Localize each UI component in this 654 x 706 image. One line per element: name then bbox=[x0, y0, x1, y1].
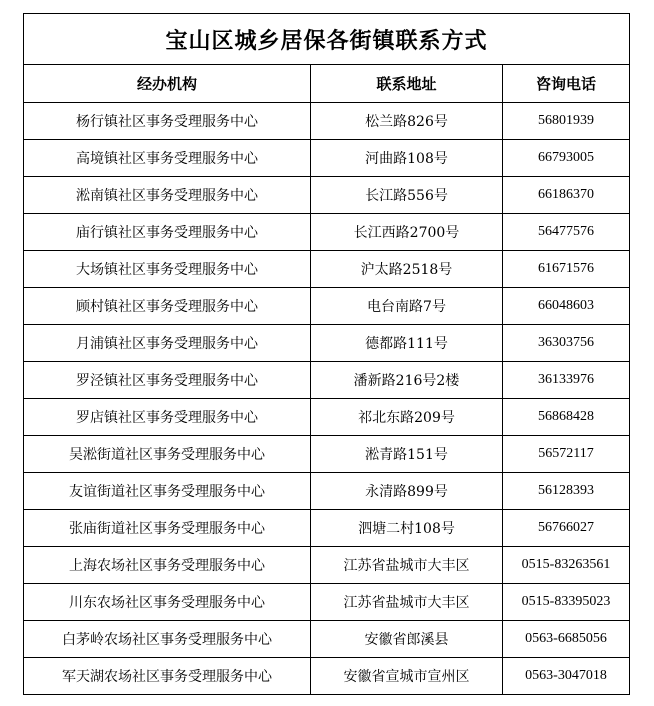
phone-cell: 61671576 bbox=[503, 251, 630, 288]
table-row bbox=[24, 584, 630, 621]
table-row bbox=[24, 140, 630, 177]
org-cell: 罗店镇社区事务受理服务中心 bbox=[24, 399, 311, 436]
org-cell: 军天湖农场社区事务受理服务中心 bbox=[24, 658, 311, 695]
org-cell: 罗泾镇社区事务受理服务中心 bbox=[24, 362, 311, 399]
phone-cell: 0515-83395023 bbox=[503, 584, 630, 621]
org-cell: 庙行镇社区事务受理服务中心 bbox=[24, 214, 311, 251]
org-cell: 友谊街道社区事务受理服务中心 bbox=[24, 473, 311, 510]
phone-cell: 56477576 bbox=[503, 214, 630, 251]
title-row bbox=[24, 14, 630, 65]
table-row bbox=[24, 547, 630, 584]
org-cell: 大场镇社区事务受理服务中心 bbox=[24, 251, 311, 288]
phone-cell: 0563-3047018 bbox=[503, 658, 630, 695]
address-cell: 河曲路108号 bbox=[311, 140, 503, 177]
address-cell: 电台南路7号 bbox=[311, 288, 503, 325]
table-row bbox=[24, 399, 630, 436]
address-cell: 安徽省郎溪县 bbox=[311, 621, 503, 658]
org-cell: 白茅岭农场社区事务受理服务中心 bbox=[24, 621, 311, 658]
address-cell: 德都路111号 bbox=[311, 325, 503, 362]
address-cell: 松兰路826号 bbox=[311, 103, 503, 140]
phone-cell: 0563-6685056 bbox=[503, 621, 630, 658]
address-cell: 安徽省宣城市宣州区 bbox=[311, 658, 503, 695]
address-cell: 永清路899号 bbox=[311, 473, 503, 510]
table-row bbox=[24, 177, 630, 214]
table-row bbox=[24, 214, 630, 251]
table-row bbox=[24, 251, 630, 288]
address-cell: 江苏省盐城市大丰区 bbox=[311, 547, 503, 584]
address-cell: 江苏省盐城市大丰区 bbox=[311, 584, 503, 621]
org-cell: 顾村镇社区事务受理服务中心 bbox=[24, 288, 311, 325]
phone-cell: 66793005 bbox=[503, 140, 630, 177]
table-row bbox=[24, 288, 630, 325]
table-row bbox=[24, 436, 630, 473]
phone-cell: 56868428 bbox=[503, 399, 630, 436]
table-title: 宝山区城乡居保各街镇联系方式 bbox=[24, 14, 630, 65]
address-cell: 泗塘二村108号 bbox=[311, 510, 503, 547]
phone-cell: 56572117 bbox=[503, 436, 630, 473]
phone-cell: 56128393 bbox=[503, 473, 630, 510]
address-cell: 沪太路2518号 bbox=[311, 251, 503, 288]
address-cell: 长江西路2700号 bbox=[311, 214, 503, 251]
phone-cell: 36303756 bbox=[503, 325, 630, 362]
phone-cell: 0515-83263561 bbox=[503, 547, 630, 584]
contact-table bbox=[23, 13, 630, 695]
org-cell: 淞南镇社区事务受理服务中心 bbox=[24, 177, 311, 214]
header-address: 联系地址 bbox=[311, 65, 503, 103]
org-cell: 川东农场社区事务受理服务中心 bbox=[24, 584, 311, 621]
table-row bbox=[24, 621, 630, 658]
table-row bbox=[24, 362, 630, 399]
table-row bbox=[24, 658, 630, 695]
org-cell: 上海农场社区事务受理服务中心 bbox=[24, 547, 311, 584]
org-cell: 吴淞街道社区事务受理服务中心 bbox=[24, 436, 311, 473]
org-cell: 高境镇社区事务受理服务中心 bbox=[24, 140, 311, 177]
header-row bbox=[24, 65, 630, 103]
phone-cell: 56766027 bbox=[503, 510, 630, 547]
header-org: 经办机构 bbox=[24, 65, 311, 103]
table-row bbox=[24, 325, 630, 362]
table-row bbox=[24, 473, 630, 510]
phone-cell: 56801939 bbox=[503, 103, 630, 140]
phone-cell: 66048603 bbox=[503, 288, 630, 325]
org-cell: 月浦镇社区事务受理服务中心 bbox=[24, 325, 311, 362]
address-cell: 淞青路151号 bbox=[311, 436, 503, 473]
address-cell: 潘新路216号2楼 bbox=[311, 362, 503, 399]
header-phone: 咨询电话 bbox=[503, 65, 630, 103]
phone-cell: 36133976 bbox=[503, 362, 630, 399]
org-cell: 杨行镇社区事务受理服务中心 bbox=[24, 103, 311, 140]
address-cell: 长江路556号 bbox=[311, 177, 503, 214]
address-cell: 祁北东路209号 bbox=[311, 399, 503, 436]
table-row bbox=[24, 510, 630, 547]
phone-cell: 66186370 bbox=[503, 177, 630, 214]
org-cell: 张庙街道社区事务受理服务中心 bbox=[24, 510, 311, 547]
table-row bbox=[24, 103, 630, 140]
